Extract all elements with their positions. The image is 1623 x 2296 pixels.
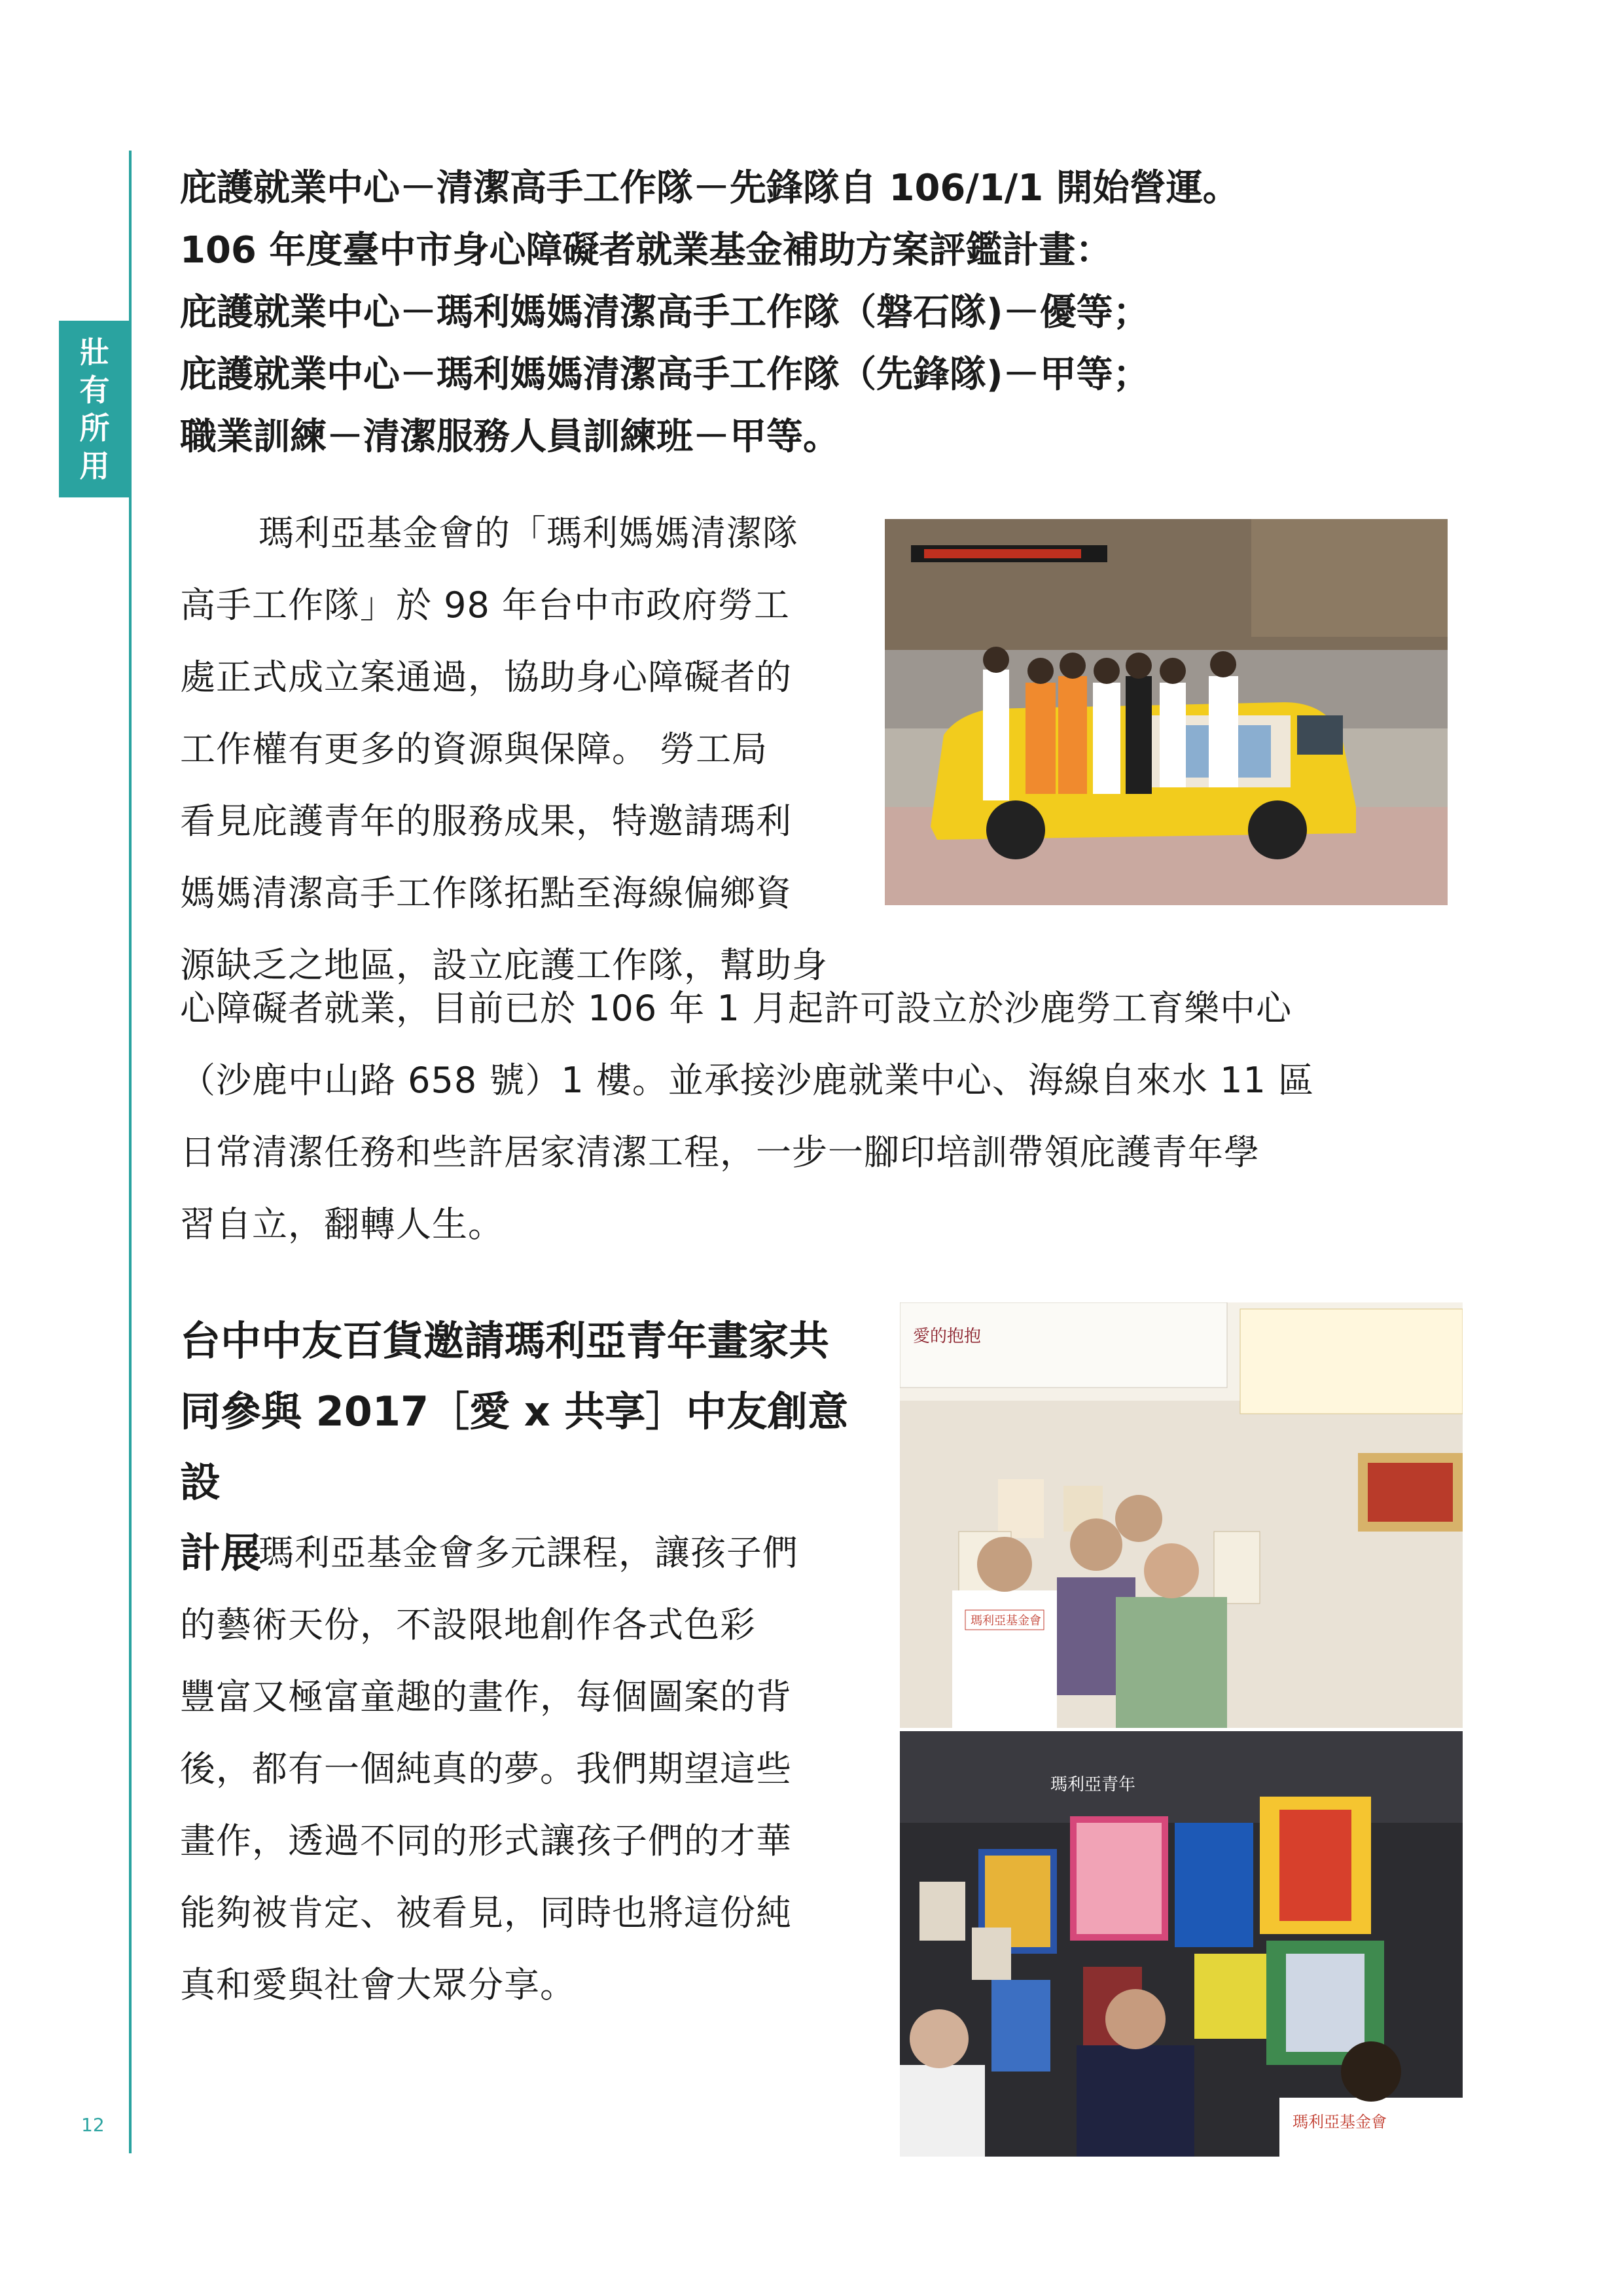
body-line: 源缺乏之地區，設立庇護工作隊，幫助身 <box>180 944 828 986</box>
achievement-line: 庇護就業中心－瑪利媽媽清潔高手工作隊（先鋒隊)－甲等； <box>180 353 1150 396</box>
section-tab <box>59 321 130 497</box>
body-line: （沙鹿中山路 658 號）1 樓。並承接沙鹿就業中心、海線自來水 11 區 <box>180 1060 1314 1101</box>
page-number: 12 <box>81 2114 105 2136</box>
svg-text:愛的抱抱: 愛的抱抱 <box>913 1327 982 1346</box>
achievement-line: 職業訓練－清潔服務人員訓練班－甲等。 <box>180 416 840 458</box>
section1-text-full <box>180 973 1384 1261</box>
section2-text <box>180 1517 880 2021</box>
body-line: 真和愛與社會大眾分享。 <box>180 1964 576 2005</box>
body-line: 媽媽清潔高手工作隊拓點至海線偏鄉資 <box>180 872 792 914</box>
body-line: 日常清潔任務和些許居家清潔工程，一步一腳印培訓帶領庇護青年學 <box>180 1132 1260 1173</box>
body-line: 工作權有更多的資源與保障。 勞工局 <box>180 728 768 770</box>
section1-text-wrapped <box>180 497 854 1001</box>
body-line: 後，都有一個純真的夢。我們期望這些 <box>180 1748 792 1789</box>
svg-text:瑪利亞青年: 瑪利亞青年 <box>1050 1775 1136 1795</box>
achievement-line: 106 年度臺中市身心障礙者就業基金補助方案評鑑計畫： <box>180 229 1113 272</box>
svg-text:瑪利亞基金會: 瑪利亞基金會 <box>971 1614 1041 1628</box>
body-line: 豐富又極富童趣的畫作，每個圖案的背 <box>180 1676 792 1717</box>
exhibition-gallery-photo <box>900 1731 1463 2157</box>
heading-line: 台中中友百貨邀請瑪利亞青年畫家共 <box>180 1317 830 1365</box>
body-line: 的藝術天份，不設限地創作各式色彩 <box>180 1604 756 1645</box>
body-line: 看見庇護青年的服務成果，特邀請瑪利 <box>180 800 792 842</box>
section-tab-char: 所 <box>79 410 110 446</box>
body-line: 能夠被肯定、被看見，同時也將這份純 <box>180 1892 792 1933</box>
heading-line: 同參與 2017［愛 x 共享］中友創意設 <box>180 1388 849 1506</box>
achievements-list <box>180 157 1423 468</box>
body-line: 瑪利亞基金會的「瑪利媽媽清潔隊 <box>259 512 798 554</box>
achievement-line: 庇護就業中心－瑪利媽媽清潔高手工作隊（磐石隊)－優等； <box>180 291 1150 334</box>
body-line: 畫作，透過不同的形式讓孩子們的才華 <box>180 1820 792 1861</box>
body-line: 高手工作隊」於 98 年台中市政府勞工 <box>180 584 791 626</box>
section-tab-char: 用 <box>79 448 110 484</box>
body-line: 處正式成立案通過，協助身心障礙者的 <box>180 656 792 698</box>
body-line: 習自立，翻轉人生。 <box>180 1204 504 1245</box>
section-tab-char: 壯 <box>79 334 110 370</box>
svg-text:瑪利亞基金會: 瑪利亞基金會 <box>1293 2113 1387 2131</box>
heading-line: 計展 <box>180 1529 262 1577</box>
body-line: 心障礙者就業，目前已於 106 年 1 月起許可設立於沙鹿勞工育樂中心 <box>180 988 1293 1029</box>
cleaning-team-van-photo <box>885 519 1448 905</box>
exhibition-group-photo <box>900 1302 1463 1728</box>
body-line: 瑪利亞基金會多元課程，讓孩子們 <box>259 1532 798 1573</box>
achievement-line: 庇護就業中心－清潔高手工作隊－先鋒隊自 106/1/1 開始營運。 <box>180 167 1240 209</box>
section-tab-char: 有 <box>79 372 110 408</box>
